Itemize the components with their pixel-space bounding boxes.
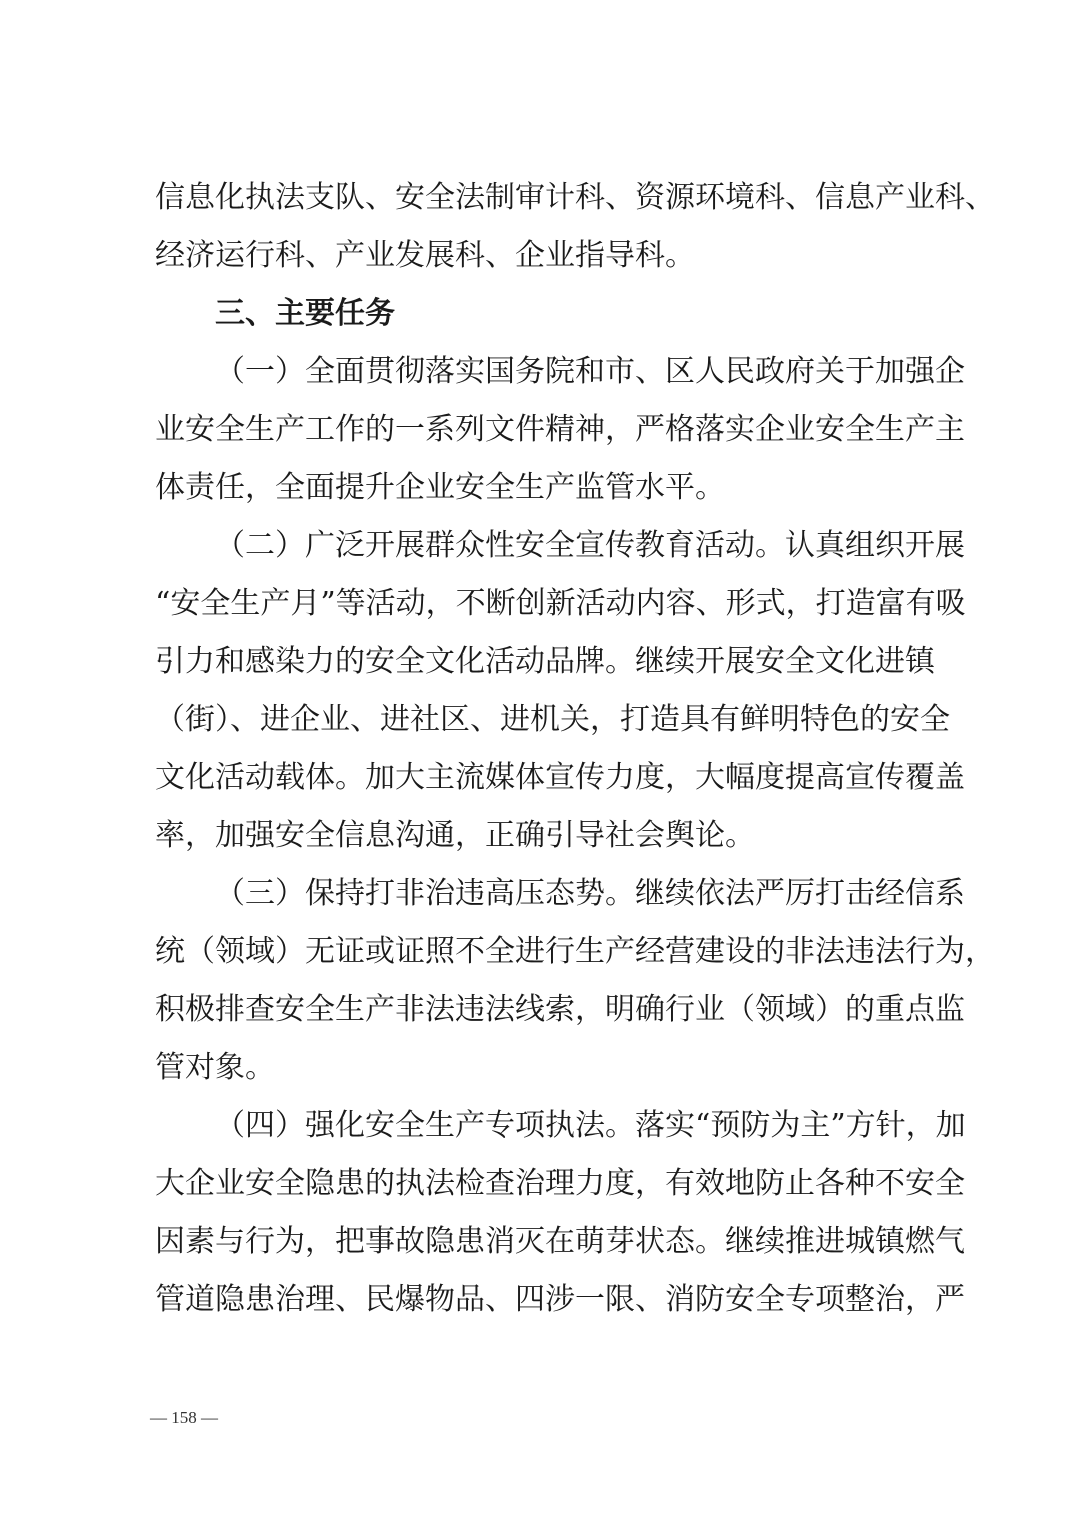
text-line: （四）强化安全生产专项执法。落实“预防为主”方针，加 — [215, 1108, 966, 1143]
text-line: “安全生产月”等活动，不断创新活动内容、形式，打造富有吸 — [155, 586, 966, 621]
text-line: 率，加强安全信息沟通，正确引导社会舆论。 — [155, 818, 755, 853]
text-line: 体责任，全面提升企业安全生产监管水平。 — [155, 470, 725, 505]
text-line: 积极排查安全生产非法违法线索，明确行业（领域）的重点监 — [155, 992, 965, 1027]
text-line: 经济运行科、产业发展科、企业指导科。 — [155, 238, 695, 273]
section-heading: 三、主要任务 — [215, 296, 395, 331]
text-line: 因素与行为，把事故隐患消灭在萌芽状态。继续推进城镇燃气 — [155, 1224, 965, 1259]
text-line: （街）、进企业、进社区、进机关，打造具有鲜明特色的安全 — [155, 702, 950, 737]
text-line: 统（领域）无证或证照不全进行生产经营建设的非法违法行为， — [155, 934, 995, 969]
text-line: 管对象。 — [155, 1050, 275, 1085]
text-line: 引力和感染力的安全文化活动品牌。继续开展安全文化进镇 — [155, 644, 935, 679]
text-line: （二）广泛开展群众性安全宣传教育活动。认真组织开展 — [215, 528, 965, 563]
text-line: 信息化执法支队、安全法制审计科、资源环境科、信息产业科、 — [155, 180, 995, 215]
page-number: — 158 — — [150, 1408, 218, 1427]
text-line: 业安全生产工作的一系列文件精神，严格落实企业安全生产主 — [155, 412, 965, 447]
text-line: 文化活动载体。加大主流媒体宣传力度，大幅度提高宣传覆盖 — [155, 760, 965, 795]
text-line: （三）保持打非治违高压态势。继续依法严厉打击经信系 — [215, 876, 965, 911]
text-line: 管道隐患治理、民爆物品、四涉一限、消防安全专项整治，严 — [155, 1282, 965, 1317]
text-line: （一）全面贯彻落实国务院和市、区人民政府关于加强企 — [215, 354, 965, 389]
text-line: 大企业安全隐患的执法检查治理力度，有效地防止各种不安全 — [155, 1166, 965, 1201]
